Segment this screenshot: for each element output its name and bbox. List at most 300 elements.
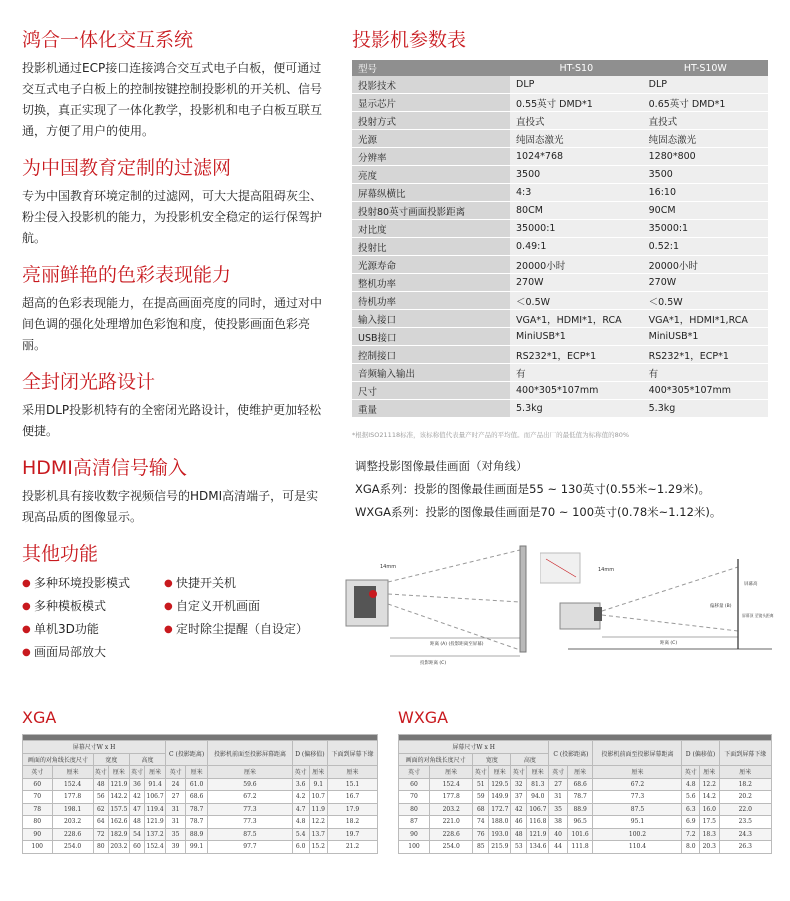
table-cell: 90 [399,828,430,841]
table-cell: 87.5 [208,828,293,841]
lens-dot-icon [369,590,377,598]
spec-key: 音频输入输出 [352,364,510,382]
table-cell: 157.5 [108,803,129,816]
table-cell: 172.7 [489,803,511,816]
table-cell: 15.1 [328,778,378,791]
table-cell: 121.9 [145,816,166,829]
xga-title: XGA [22,708,57,727]
spec-row [352,256,768,274]
table-cell: 11.9 [309,803,328,816]
header-unit: 英寸 [511,766,527,779]
table-cell: 74 [473,816,489,829]
spec-header-cell: HT-S10 [510,60,643,76]
spec-key: 投射方式 [352,112,510,130]
table-cell: 62 [93,803,108,816]
spec-key: 投射比 [352,238,510,256]
diagram-label: 屏幕顶 至镜头距离 [742,613,774,618]
spec-row [352,274,768,292]
header-bottom-edge: 下面到屏幕下缘 [719,741,771,766]
table-row [23,816,378,829]
spec-row [352,346,768,364]
adjust-xga: XGA系列：投影的图像最佳画面是55 ~ 130英寸(0.55米~1.29米)。 [355,482,711,496]
table-cell: 59.6 [208,778,293,791]
diagram-label: 距离 (C) [660,641,678,646]
spec-value: VGA*1，HDMI*1,RCA [643,310,768,328]
table-row [23,791,378,804]
table-cell: 116.8 [527,816,549,829]
section-body: 超高的色彩表现能力，在提高画面亮度的同时，通过对中间色调的强化处理增加色彩饱和度，使投影画面色彩亮丽。 [22,296,323,352]
table-cell: 18.3 [700,828,719,841]
bullet-icon: ● [22,578,31,589]
spec-row [352,148,768,166]
spec-value: 0.52:1 [643,238,768,256]
table-cell: 119.4 [145,803,166,816]
header-unit: 英寸 [682,766,700,779]
table-cell: 22.0 [719,803,771,816]
table-cell: 177.8 [430,791,473,804]
table-row [23,803,378,816]
table-cell: 56 [93,791,108,804]
spec-key: USB接口 [352,328,510,346]
table-row [23,841,378,854]
table-row [399,828,772,841]
table-cell: 203.2 [108,841,129,854]
table-cell: 3.6 [292,778,309,791]
header-unit: 英寸 [129,766,144,779]
header-unit: 厘米 [208,766,293,779]
table-cell: 27 [549,778,567,791]
table-cell: 42 [129,791,144,804]
header-unit: 厘米 [186,766,208,779]
table-cell: 88.9 [567,803,593,816]
inset-image [540,553,580,583]
table-cell: 13.7 [309,828,328,841]
table-cell: 60 [23,778,53,791]
table-cell: 100 [23,841,53,854]
table-cell: 162.6 [108,816,129,829]
spec-key: 分辨率 [352,148,510,166]
table-cell: 27 [166,791,186,804]
table-cell: 48 [93,778,108,791]
table-cell: 81.3 [527,778,549,791]
table-cell: 12.2 [700,778,719,791]
header-diagonal: 画面的对角线长度尺寸 [399,753,473,766]
section-body: 专为中国教育环境定制的过滤网，可大大提高阻碍灰尘、粉尘侵入投影机的能力，为投影机安全稳定的运行保驾护航。 [22,189,323,245]
spec-key: 亮度 [352,166,510,184]
table-cell: 6.9 [682,816,700,829]
header-unit: 英寸 [23,766,53,779]
header-front-distance: 投影机前面至投影屏幕距离 [593,741,682,766]
table-cell: 20.2 [719,791,771,804]
spec-value: 直投式 [510,112,643,130]
table-cell: 10.7 [309,791,328,804]
table-cell: 87 [399,816,430,829]
diagram-label: 14mm [598,567,615,573]
table-cell: 31 [549,791,567,804]
section-body: 投影机具有接收数字视频信号的HDMI高清端子，可是实现高品质的图像显示。 [22,489,319,524]
spec-row [352,166,768,184]
table-cell: 60 [129,841,144,854]
table-cell: 95.1 [593,816,682,829]
section-title: 为中国教育定制的过滤网 [22,157,232,179]
header-diagonal: 画面的对角线长度尺寸 [23,753,94,766]
table-cell: 68.6 [567,778,593,791]
table-cell: 152.4 [430,778,473,791]
table-cell: 90 [23,828,53,841]
table-cell: 51 [473,778,489,791]
table-cell: 20.3 [700,841,719,854]
table-cell: 101.6 [567,828,593,841]
header-unit: 英寸 [166,766,186,779]
spec-key: 光源寿命 [352,256,510,274]
table-cell: 142.2 [108,791,129,804]
table-cell: 44 [549,841,567,854]
table-cell: 137.2 [145,828,166,841]
table-cell: 198.1 [52,803,93,816]
table-row [399,791,772,804]
spec-row [352,328,768,346]
table-row [399,816,772,829]
spec-value: 270W [643,274,768,292]
table-cell: 91.4 [145,778,166,791]
bullet-icon: ● [164,624,173,635]
table-cell: 215.9 [489,841,511,854]
spec-value: DLP [643,76,768,94]
table-cell: 35 [166,828,186,841]
header-unit: 厘米 [430,766,473,779]
spec-row [352,76,768,94]
table-cell: 26.3 [719,841,771,854]
table-row [399,778,772,791]
table-cell: 59 [473,791,489,804]
header-unit: 厘米 [567,766,593,779]
table-cell: 60 [399,778,430,791]
header-width: 宽度 [473,753,511,766]
diagram-label: 14mm [380,564,397,570]
spec-table [352,60,768,418]
spec-value: 5.3kg [510,400,643,418]
table-cell: 182.9 [108,828,129,841]
table-cell: 99.1 [186,841,208,854]
section-title: 亮丽鲜艳的色彩表现能力 [22,264,232,286]
table-cell: 152.4 [145,841,166,854]
table-row [399,803,772,816]
spec-key: 尺寸 [352,382,510,400]
diagram-label: 屏幕高 [744,582,758,587]
spec-value: 16:10 [643,184,768,202]
section-body: 投影机通过ECP接口连接鸿合交互式电子白板，便可通过交互式电子白板上的控制按键控制投影机的开关机、信号切换，真正实现了一体化教学，投影机和电子白板互联互通，方便了用户的使用。 [22,61,323,138]
table-cell: 254.0 [430,841,473,854]
table-cell: 16.0 [700,803,719,816]
spec-value: 有 [510,364,643,382]
projection-ceiling-diagram [540,545,780,657]
header-projection-distance: C (投影距离) [549,741,593,766]
spec-value: MiniUSB*1 [510,328,643,346]
section-body: 采用DLP投影机特有的全密闭光路设计，使维护更加轻松便捷。 [22,403,322,438]
table-cell: 228.6 [52,828,93,841]
table-cell: 14.2 [700,791,719,804]
spec-value: 1024*768 [510,148,643,166]
spec-value: 纯固态激光 [643,130,768,148]
header-projection-distance: C (投影距离) [166,741,208,766]
spec-row [352,364,768,382]
spec-section [352,28,772,439]
table-cell: 31 [166,816,186,829]
adjust-wxga: WXGA系列：投影的图像最佳画面是70 ~ 100英寸(0.78米~1.12米)。 [355,505,722,519]
table-cell: 121.9 [527,828,549,841]
xga-table [22,734,378,854]
diagram-label: 偏移量 (B) [710,604,732,609]
table-cell: 100 [399,841,430,854]
header-unit: 厘米 [527,766,549,779]
table-cell: 188.0 [489,816,511,829]
table-cell: 18.2 [719,778,771,791]
spec-header-cell: 型号 [352,60,510,76]
table-cell: 7.2 [682,828,700,841]
section-title: 鸿合一体化交互系统 [22,29,194,51]
header-width: 宽度 [93,753,129,766]
table-cell: 64 [93,816,108,829]
header-unit: 英寸 [399,766,430,779]
feature-item: ● 画面局部放大 [22,641,164,664]
table-cell: 70 [23,791,53,804]
spec-header-cell: HT-S10W [643,60,768,76]
header-unit: 厘米 [145,766,166,779]
table-cell: 111.8 [567,841,593,854]
header-front-distance: 投影机前面至投影屏幕距离 [208,741,293,766]
table-cell: 94.0 [527,791,549,804]
table-cell: 76 [473,828,489,841]
table-cell: 80 [399,803,430,816]
table-cell: 106.7 [527,803,549,816]
table-cell: 9.1 [309,778,328,791]
table-cell: 35 [549,803,567,816]
table-cell: 177.8 [52,791,93,804]
table-cell: 61.0 [186,778,208,791]
table-cell: 6.0 [292,841,309,854]
spec-row [352,292,768,310]
feature-item: ● 多种环境投影模式 [22,572,164,595]
spec-value: 3500 [510,166,643,184]
table-cell: 46 [511,816,527,829]
feature-item: ● 自定义开机画面 [164,595,314,618]
spec-key: 投射80英寸画面投影距离 [352,202,510,220]
table-cell: 72 [93,828,108,841]
table-cell: 85 [473,841,489,854]
spec-title: 投影机参数表 [352,29,467,51]
table-cell: 17.9 [328,803,378,816]
bullet-icon: ● [22,601,31,612]
section-title: HDMI高清信号输入 [22,457,187,479]
table-cell: 100.2 [593,828,682,841]
table-cell: 23.5 [719,816,771,829]
table-cell: 88.9 [186,828,208,841]
header-unit: 厘米 [593,766,682,779]
table-cell: 152.4 [52,778,93,791]
spec-value: MiniUSB*1 [643,328,768,346]
table-cell: 87.5 [593,803,682,816]
header-unit: 厘米 [719,766,771,779]
features-column [22,28,322,664]
table-cell: 6.3 [682,803,700,816]
spec-key: 对比度 [352,220,510,238]
header-bottom-edge: 下面到屏幕下缘 [328,741,378,766]
feature-item: ● 多种模板模式 [22,595,164,618]
header-screen-size: 屏幕尺寸W x H [399,741,549,754]
spec-key: 显示芯片 [352,94,510,112]
spec-row [352,184,768,202]
spec-row [352,220,768,238]
spec-value: 20000小时 [510,256,643,274]
spec-value: 90CM [643,202,768,220]
spec-row [352,130,768,148]
header-unit: 英寸 [549,766,567,779]
bullet-icon: ● [22,647,31,658]
spec-value: 0.49:1 [510,238,643,256]
table-cell: 110.4 [593,841,682,854]
bullet-icon: ● [164,578,173,589]
table-cell: 121.9 [108,778,129,791]
spec-row [352,310,768,328]
spec-key: 重量 [352,400,510,418]
header-unit: 厘米 [700,766,719,779]
table-cell: 16.7 [328,791,378,804]
table-cell: 4.8 [292,816,309,829]
header-unit: 厘米 [309,766,328,779]
table-cell: 4.8 [682,778,700,791]
table-cell: 67.2 [208,791,293,804]
header-unit: 英寸 [473,766,489,779]
table-row [399,841,772,854]
spec-key: 待机功率 [352,292,510,310]
table-cell: 39 [166,841,186,854]
spec-key: 投影技术 [352,76,510,94]
header-unit: 厘米 [52,766,93,779]
table-cell: 221.0 [430,816,473,829]
spec-value: RS232*1，ECP*1 [643,346,768,364]
table-row [23,828,378,841]
header-screen-size: 屏幕尺寸W x H [23,741,166,754]
table-cell: 149.9 [489,791,511,804]
spec-value: 5.3kg [643,400,768,418]
table-cell: 78.7 [186,803,208,816]
table-cell: 18.2 [328,816,378,829]
spec-table-body [352,76,768,418]
spec-value: 1280*800 [643,148,768,166]
table-cell: 4.7 [292,803,309,816]
spec-key: 屏幕纵横比 [352,184,510,202]
table-cell: 80 [93,841,108,854]
table-cell: 19.7 [328,828,378,841]
spec-value: 有 [643,364,768,382]
feature-item: ● 快捷开关机 [164,572,314,595]
table-cell: 5.4 [292,828,309,841]
table-cell: 77.3 [208,816,293,829]
bullet-icon: ● [164,601,173,612]
other-features-list [22,572,322,664]
spec-value: 4:3 [510,184,643,202]
table-cell: 42 [511,803,527,816]
table-cell: 78.7 [186,816,208,829]
header-unit: 英寸 [93,766,108,779]
projector-lens [594,607,602,621]
table-cell: 37 [511,791,527,804]
table-cell: 53 [511,841,527,854]
table-cell: 80 [23,816,53,829]
table-cell: 78 [23,803,53,816]
table-cell: 48 [511,828,527,841]
table-cell: 12.2 [309,816,328,829]
spec-footnote: *根据ISO21118标准，该标称值代表量产时产品的平均值。而产品出厂的最低值为标称值的80% [352,431,630,439]
feature-item: ● 定时除尘提醒（自设定） [164,618,314,641]
wxga-title: WXGA [398,708,449,727]
spec-value: ＜0.5W [510,292,643,310]
header-height: 高度 [129,753,165,766]
spec-row [352,238,768,256]
table-cell: 54 [129,828,144,841]
diagram-label: 距离 (A) (投影距离至屏幕) [430,642,484,647]
table-cell: 24 [166,778,186,791]
table-cell: 203.2 [430,803,473,816]
table-cell: 67.2 [593,778,682,791]
table-cell: 193.0 [489,828,511,841]
table-cell: 5.6 [682,791,700,804]
table-cell: 77.3 [593,791,682,804]
spec-key: 控制接口 [352,346,510,364]
table-cell: 8.0 [682,841,700,854]
spec-value: 20000小时 [643,256,768,274]
table-cell: 31 [166,803,186,816]
adjust-title: 调整投影图像最佳画面（对角线） [355,459,528,473]
other-features-title: 其他功能 [22,543,99,565]
spec-row [352,400,768,418]
table-cell: 15.2 [309,841,328,854]
projection-screen [520,546,526,652]
bullet-icon: ● [22,624,31,635]
header-unit: 厘米 [328,766,378,779]
spec-value: RS232*1，ECP*1 [510,346,643,364]
spec-value: DLP [510,76,643,94]
spec-row [352,202,768,220]
table-cell: 129.5 [489,778,511,791]
spec-value: 35000:1 [510,220,643,238]
table-cell: 254.0 [52,841,93,854]
spec-value: 纯固态激光 [510,130,643,148]
spec-value: 400*305*107mm [643,382,768,400]
table-cell: 40 [549,828,567,841]
adjust-info [355,455,721,524]
table-cell: 106.7 [145,791,166,804]
diagram-label: 投影距离 (C) [420,661,447,666]
spec-value: 直投式 [643,112,768,130]
spec-key: 光源 [352,130,510,148]
spec-value: 35000:1 [643,220,768,238]
spec-value: 270W [510,274,643,292]
spec-value: ＜0.5W [643,292,768,310]
table-cell: 78.7 [567,791,593,804]
table-cell: 47 [129,803,144,816]
feature-item: ● 单机3D功能 [22,618,164,641]
table-cell: 17.5 [700,816,719,829]
table-cell: 36 [129,778,144,791]
table-cell: 68 [473,803,489,816]
header-offset: D (偏移值) [292,741,327,766]
table-cell: 228.6 [430,828,473,841]
table-cell: 32 [511,778,527,791]
wxga-table [398,734,772,854]
projection-side-diagram [340,542,540,670]
table-cell: 48 [129,816,144,829]
